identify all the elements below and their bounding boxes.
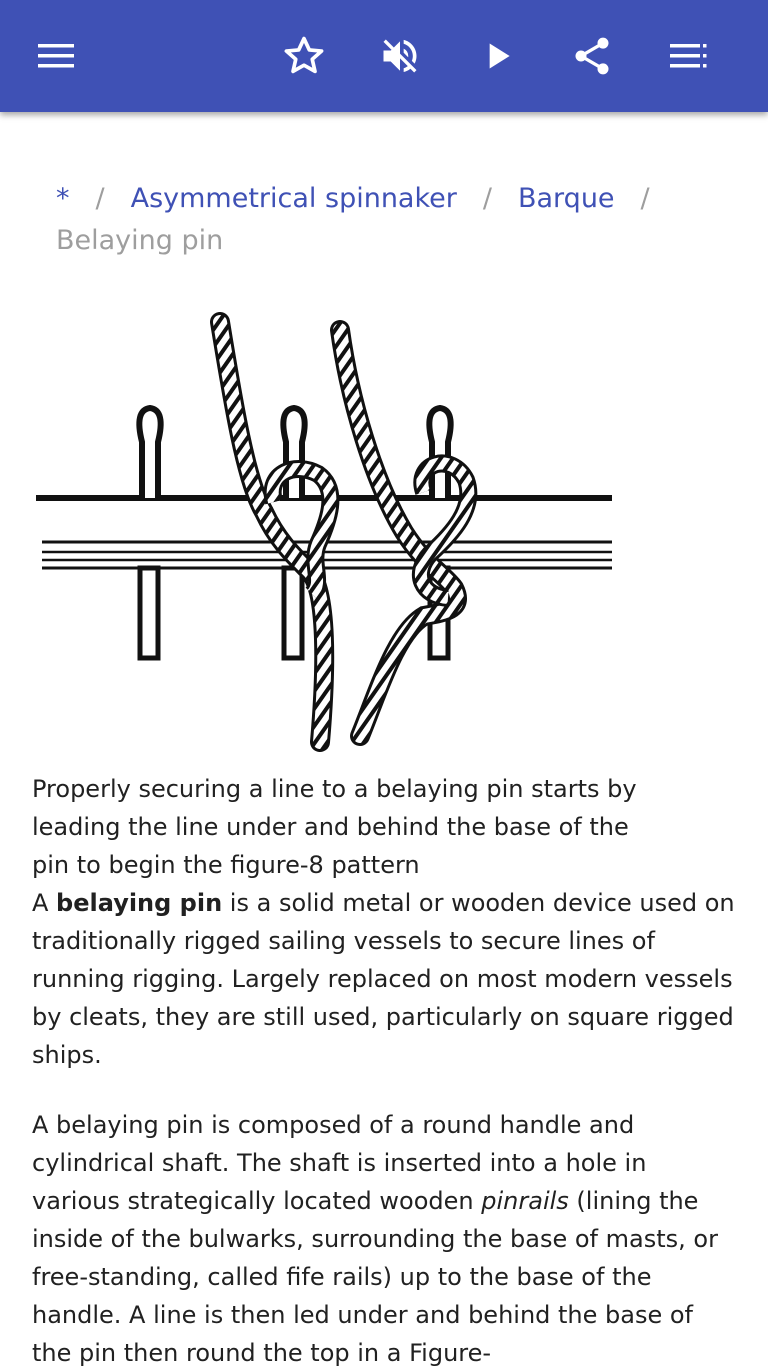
article-paragraph: [32, 884, 737, 1074]
play-button[interactable]: [470, 28, 526, 84]
breadcrumb-separator: /: [482, 183, 492, 214]
italic-term: pinrails: [481, 1187, 569, 1215]
paragraph-text: A belaying pin is composed of a round handle and cylindrical shaft. The shaft is inserted into a hole in various strategically located wooden: [32, 1111, 647, 1215]
bold-term: belaying pin: [56, 889, 223, 917]
share-icon: [570, 34, 614, 78]
volume-off-icon: [378, 34, 422, 78]
menu-icon: [36, 41, 76, 71]
breadcrumb-separator: /: [95, 183, 105, 214]
favorite-button[interactable]: [276, 28, 332, 84]
breadcrumb-home-link[interactable]: *: [56, 183, 70, 214]
breadcrumb-link-barque[interactable]: Barque: [517, 183, 615, 214]
menu-button[interactable]: [28, 28, 84, 84]
app-toolbar: [0, 0, 768, 112]
article-paragraph: [32, 1106, 737, 1372]
paragraph-text: A: [32, 889, 57, 917]
article-body: [32, 770, 737, 1372]
breadcrumb-link-asymmetrical-spinnaker[interactable]: Asymmetrical spinnaker: [130, 183, 457, 214]
breadcrumb-current: Belaying pin: [56, 225, 224, 256]
paragraph-text: (lining the inside of the bulwarks, surrounding the base of masts, or free-standing, called fife rails) up to the base of the handle. A line is then led under and behind the base of the pin then round the top in a Figure-: [32, 1187, 718, 1367]
belaying-pin-illustration: [28, 312, 628, 752]
mute-button[interactable]: [372, 28, 428, 84]
breadcrumb-separator: /: [640, 183, 650, 214]
paragraph-text: is a solid metal or wooden device used on traditionally rigged sailing vessels to secure lines of running rigging. Largely replaced on most modern vessels by cleats, they are still used, particularly on square rigged ships.: [32, 889, 735, 1069]
play-icon: [478, 36, 518, 76]
image-caption: Properly securing a line to a belaying pin starts by leading the line under and behind the base of the pin to begin the figure-8 pattern: [32, 775, 637, 879]
breadcrumb: [56, 178, 736, 262]
share-button[interactable]: [564, 28, 620, 84]
contents-button[interactable]: [660, 28, 716, 84]
star-outline-icon: [282, 34, 326, 78]
playlist-icon: [668, 41, 708, 71]
